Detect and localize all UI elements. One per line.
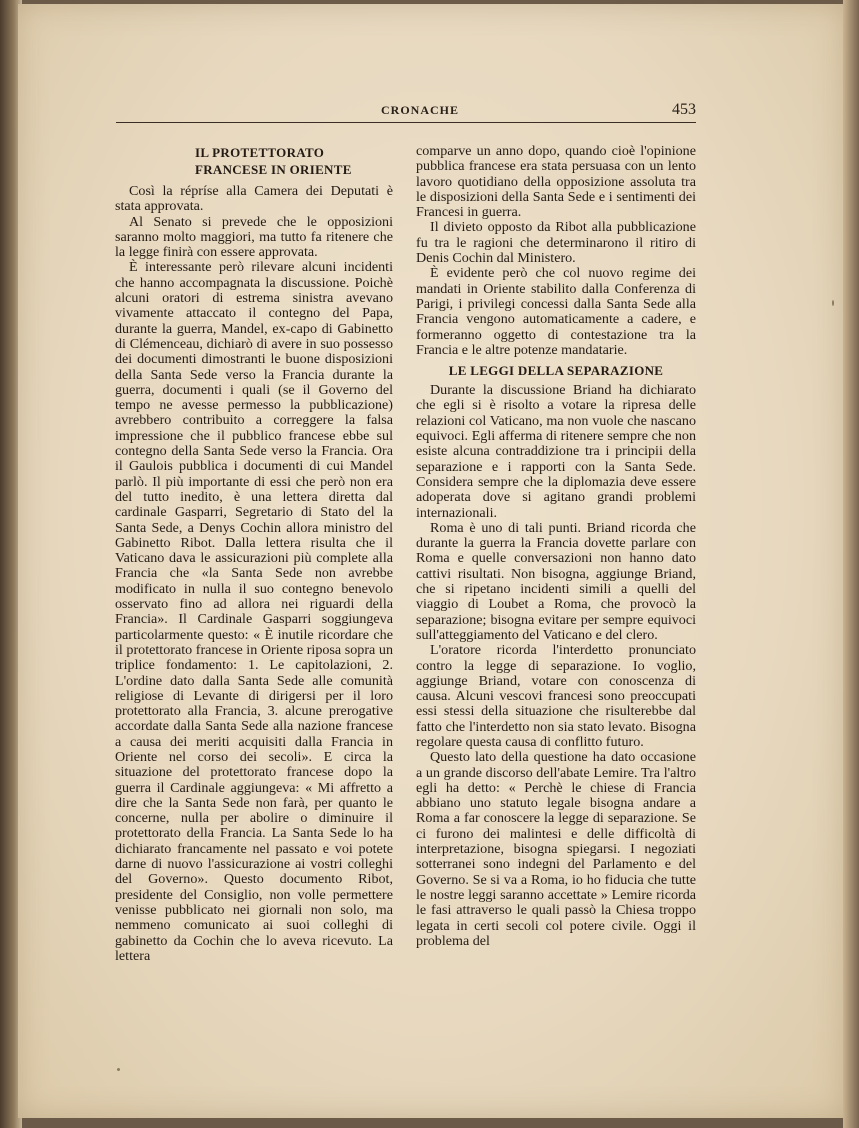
paragraph: Al Senato si prevede che le opposizioni saranno molto maggiori, ma tutto fa ritenere che la legge finirà con essere approvata. xyxy=(115,213,393,261)
paragraph: Il divieto opposto da Ribot alla pubblicazione fu tra le ragioni che determinarono il ritiro di Denis Cochin dal Ministero. xyxy=(416,219,696,267)
paper-speck xyxy=(832,300,834,306)
left-column xyxy=(115,144,393,964)
paragraph: Così la répríse alla Camera dei Deputati è stata approvata. xyxy=(115,183,393,215)
paragraph: Questo lato della questione ha dato occasione a un grande discorso dell'abate Lemire. Tra l'altro egli ha detto: « Perchè le chiese di Francia abbiano uno statuto legale bisogna andare a Roma a far conoscere la legge di separazione. Se ci furono dei malintesi e delle difficoltà di interpretazione, bisogna spiegarsi. I negoziati sotterranei sono indegni del Parlamento e del Governo. Se si va a Roma, io ho fiducia che tutte le nostre leggi saranno accettate » Lemire ricorda le fasi attraverso le quali passò la Chiesa troppo legata in certi secoli col potere civile. Oggi il problema del xyxy=(416,749,696,949)
running-title: CRONACHE xyxy=(380,103,459,117)
paper-speck xyxy=(117,1068,120,1071)
page-edge xyxy=(843,0,859,1128)
header-rule xyxy=(116,122,696,123)
article-heading-separazione: LE LEGGI DELLA SEPARAZIONE xyxy=(448,363,664,379)
paragraph: Roma è uno di tali punti. Briand ricorda che durante la guerra la Francia dovette parlare con Roma e quelle conversazioni non hanno dato cattivi risultati. Non bisogna, aggiunge Briand, che si ripetano incidenti simili a quelli del viaggio di Loubet a Roma, che provocò la separazione; bisogna evitare per sempre equivoci sull'atteggiamento del Vaticano e del clero. xyxy=(416,519,696,643)
paragraph: È evidente però che col nuovo regime dei mandati in Oriente stabilito dalla Conferenza di Parigi, i privilegi concessi dalla Santa Sede alla Francia vengono automaticamente a cadere, e formeranno oggetto di contestazione tra la Francia e le altre potenze mandatarie. xyxy=(416,265,696,358)
page-number: 453 xyxy=(672,101,696,118)
article-heading-protettorato: IL PROTETTORATO FRANCESE IN ORIENTE xyxy=(195,145,352,177)
paragraph: Durante la discussione Briand ha dichiarato che egli si è risolto a votare la ripresa delle relazioni col Vaticano, ma non vuole che nascano equivoci. Egli afferma di ritenere sempre che non esiste alcuna contraddizione tra i principii della separazione e i rapporti con la Santa Sede. Considera sempre che la diplomazia deve essere adoperata dove si agitano grandi problemi internazionali. xyxy=(416,382,696,521)
paragraph: È interessante però rilevare alcuni incidenti che hanno accompagnata la discussione. Poichè alcuni oratori di estrema sinistra avevano vivamente attaccato il contegno del Papa, durante la guerra, Mandel, ex-capo di Gabinetto di Clémenceau, dichiarò di avere in suo possesso dei documenti dimostranti le buone disposizioni della Santa Sede verso la Francia durante la guerra, documenti i quali (se il Governo del tempo ne avesse permesso la pubblicazione) avrebbero contribuito a correggere la falsa impressione che il pubblico francese ebbe sul contegno della Santa Sede verso la Francia. Ora il Gaulois pubblica i documenti di cui Mandel parlò. Il più importante di essi che però non era del tutto inedito, è una lettera diretta dal cardinale Gasparri, Segretario di Stato del la Santa Sede, a Denys Cochin allora ministro del Gabinetto Ribot. Dalla lettera risulta che il Vaticano dava le assicurazioni più complete alla Francia che «la Santa Sede non avrebbe modificato in nulla il suo contegno benevolo osservato fino ad allora nei riguardi della Francia». Il Cardinale Gasparri soggiungeva particolarmente questo: « È inutile ricordare che il protettorato francese in Oriente riposa sopra un triplice fondamento: 1. Le capitolazioni, 2. L'ordine dato dalla Santa Sede alle comunità religiose di Levante di dirigersi per il loro protettorato alla Francia, 3. alcune prerogative accordate dalla Santa Sede alla nazione francese a causa dei meriti acquisiti dalla Francia in Oriente nel corso dei secoli». E circa la situazione del protettorato francese dopo la guerra il Cardinale aggiungeva: « Mi affretto a dire che la Santa Sede non farà, per quanto le concerne, nulla per abolire o diminuire il protettorato della Francia. La Santa Sede lo ha dichiarato francamente nel passato e voi potete darne di nuovo l'assicurazione ai vostri colleghi del Governo». Questo documento Ribot, presidente del Consiglio, non volle permettere venisse pubblicato nei giornali non solo, ma nemmeno comunicato ai suoi colleghi di gabinetto da Cochin che lo aveva ricevuto. La lettera xyxy=(115,259,393,964)
paragraph-continuation: comparve un anno dopo, quando cioè l'opinione pubblica francese era stata persuasa con un lento lavoro quotidiano della opposizione assoluta tra le disposizioni della Santa Sede e i sentimenti dei Francesi in guerra. xyxy=(416,143,696,221)
paragraph: L'oratore ricorda l'interdetto pronunciato contro la legge di separazione. Io voglio, aggiunge Briand, votare con conoscenza di causa. Alcuni vescovi francesi sono preoccupati essi stessi della situazione che risulterebbe dal fatto che l'interdetto non sia stato levato. Bisogna regolare questa causa di conflitto futuro. xyxy=(416,642,696,750)
right-column xyxy=(416,144,696,949)
